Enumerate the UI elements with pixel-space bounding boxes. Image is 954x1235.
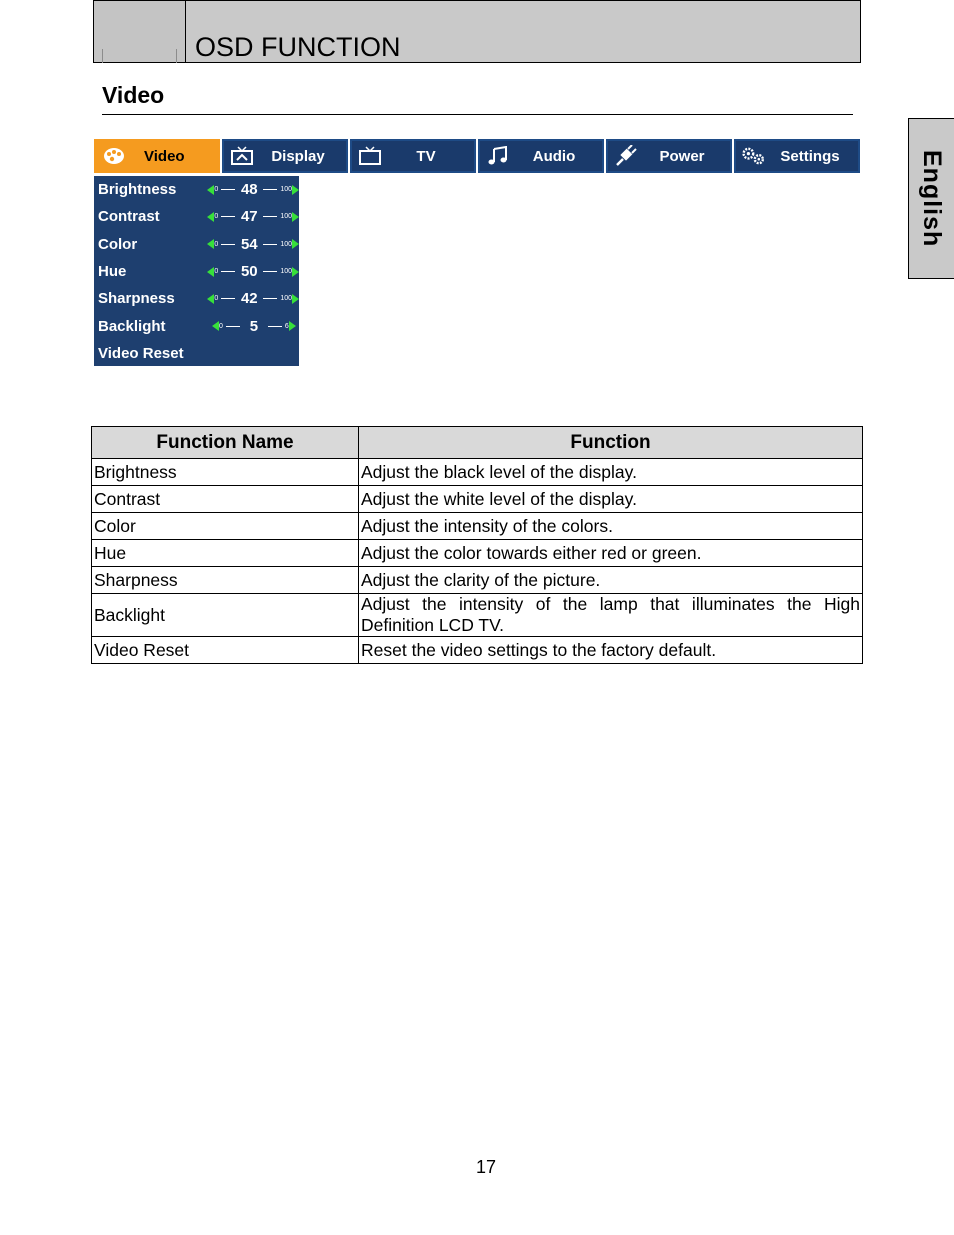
music-note-icon [486,145,510,167]
right-arrow-icon[interactable] [292,267,299,277]
table-cell: Adjust the black level of the display. [359,459,863,486]
tab-label: Audio [532,147,576,165]
tab-settings[interactable] [734,139,860,173]
slider-value: 50 [240,263,258,281]
language-tab [908,118,954,279]
tab-label: TV [416,147,436,165]
slider-hue[interactable]: 0 50 100 [207,263,299,280]
table-cell: Color [92,513,359,540]
table-cell: Video Reset [92,637,359,664]
section-divider [102,114,853,115]
menu-item-video-reset[interactable] [94,340,299,367]
left-arrow-icon[interactable] [207,267,214,277]
slider-value: 54 [240,235,258,253]
left-arrow-icon[interactable] [207,185,214,195]
header-decoration [94,1,186,62]
table-row [92,459,863,486]
menu-item-label: Contrast [98,208,160,226]
table-cell: Reset the video settings to the factory default. [359,637,863,664]
tab-audio[interactable] [478,139,604,173]
gears-icon [742,145,766,167]
menu-item-backlight[interactable] [94,312,299,339]
menu-item-label: Video Reset [98,344,184,362]
page-header [93,0,861,63]
table-cell: Contrast [92,486,359,513]
right-arrow-icon[interactable] [292,185,299,195]
menu-item-label: Color [98,235,138,253]
menu-item-hue[interactable] [94,258,299,285]
slider-brightness[interactable]: 0 48 100 [207,181,299,198]
right-arrow-icon[interactable] [289,321,296,331]
table-cell: Sharpness [92,567,359,594]
slider-value: 5 [249,317,259,335]
osd-video-menu [94,176,299,366]
section-title: Video [102,82,165,108]
palette-icon [102,145,126,167]
table-cell: Adjust the intensity of the lamp that illuminates the High Definition LCD TV. [359,594,863,637]
left-arrow-icon[interactable] [207,212,214,222]
menu-item-label: Backlight [98,317,166,335]
tv-icon [358,145,382,167]
table-row [92,513,863,540]
tab-label: Display [271,147,325,165]
slider-value: 42 [240,290,258,308]
table-cell: Adjust the white level of the display. [359,486,863,513]
slider-value: 48 [240,181,258,199]
left-arrow-icon[interactable] [207,239,214,249]
table-cell: Hue [92,540,359,567]
table-row [92,486,863,513]
tab-label: Video [144,147,185,165]
table-header-row [92,427,863,459]
menu-item-label: Brightness [98,181,177,199]
slider-color[interactable]: 0 54 100 [207,236,299,253]
tab-display[interactable] [222,139,348,173]
table-cell: Adjust the color towards either red or green. [359,540,863,567]
menu-item-color[interactable] [94,231,299,258]
left-arrow-icon[interactable] [207,294,214,304]
page-number: 17 [475,1157,497,1177]
menu-item-brightness[interactable] [94,176,299,203]
page-title: OSD FUNCTION [195,32,401,62]
tab-tv[interactable] [350,139,476,173]
table-cell: Brightness [92,459,359,486]
osd-tab-bar [94,139,860,173]
table-row [92,594,863,637]
slider-backlight[interactable]: 0 5 6 [212,318,296,335]
right-arrow-icon[interactable] [292,239,299,249]
menu-item-label: Sharpness [98,290,175,308]
display-icon [230,145,254,167]
tab-video[interactable] [94,139,220,173]
right-arrow-icon[interactable] [292,212,299,222]
column-header: Function Name [92,427,359,459]
menu-item-label: Hue [98,263,127,281]
left-arrow-icon[interactable] [212,321,219,331]
right-arrow-icon[interactable] [292,294,299,304]
tab-power[interactable] [606,139,732,173]
table-row [92,567,863,594]
power-plug-icon [614,145,638,167]
column-header: Function [359,427,863,459]
menu-item-contrast[interactable] [94,203,299,230]
table-cell: Adjust the clarity of the picture. [359,567,863,594]
table-cell: Backlight [92,594,359,637]
slider-contrast[interactable]: 0 47 100 [207,208,299,225]
table-cell: Adjust the intensity of the colors. [359,513,863,540]
table-row [92,540,863,567]
tab-label: Settings [780,147,840,165]
table-row [92,637,863,664]
tab-label: Power [659,147,705,165]
function-table [91,426,863,664]
slider-sharpness[interactable]: 0 42 100 [207,290,299,307]
language-label: English [918,149,946,248]
menu-item-sharpness[interactable] [94,285,299,312]
slider-value: 47 [240,208,258,226]
